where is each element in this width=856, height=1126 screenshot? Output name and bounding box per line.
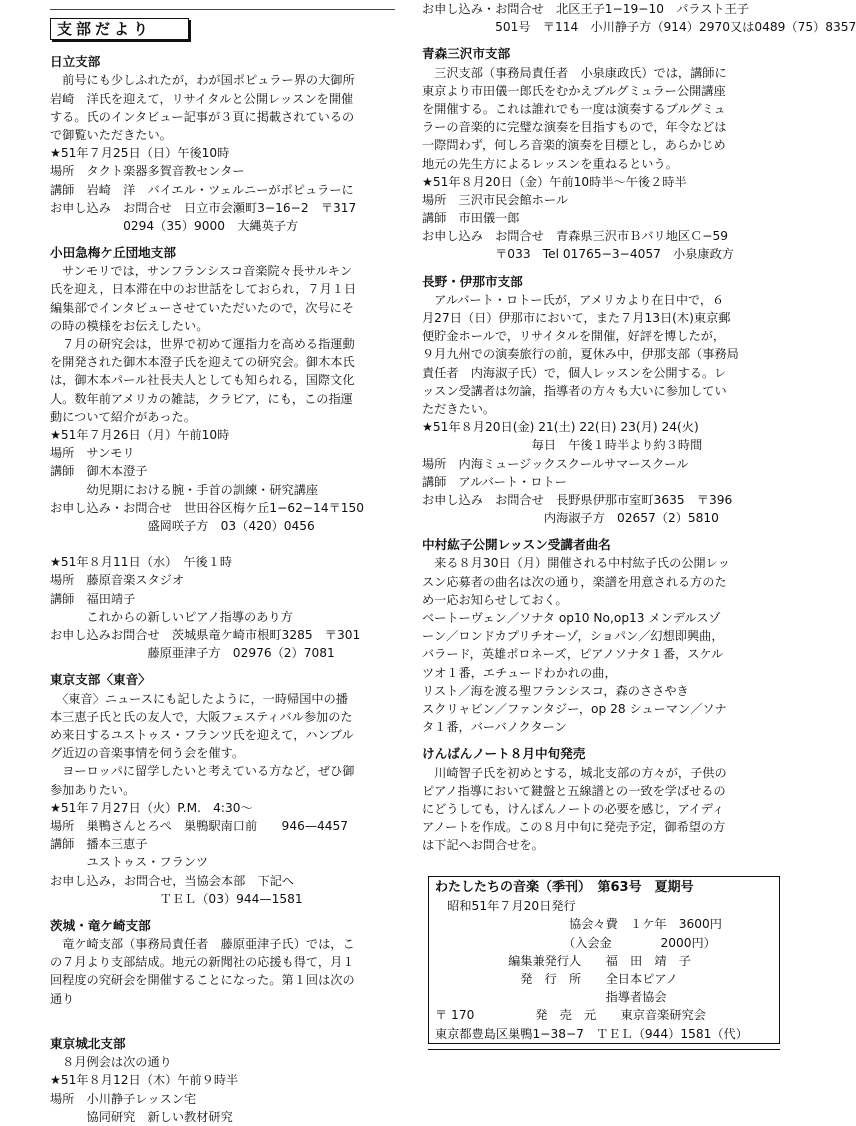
article-line: の７月より支部結成。地元の新聞社の応援も得て，月１ bbox=[50, 955, 355, 970]
article-line: は下記へお問合せを。 bbox=[422, 838, 544, 853]
section-gap bbox=[50, 1026, 398, 1032]
article-line: 場所 巣鴨さんとろぺ 巣鴨駅南口前 946—4457 bbox=[50, 818, 349, 833]
article-line: ★51年８月20日（金）午前10時半〜午後２時半 bbox=[422, 174, 687, 189]
article-line: 責任者 内海淑子氏）で，個人レッスンを公開する。レ bbox=[422, 365, 727, 380]
article-line: ★51年７月26日（月）午前10時 bbox=[50, 427, 230, 442]
article-line: ★51年８月12日（木）午前９時半 bbox=[50, 1073, 239, 1088]
article-line: 場所 三沢市民会館ホール bbox=[422, 192, 569, 207]
right-articles bbox=[422, 0, 856, 855]
section-gap bbox=[422, 527, 780, 533]
article-line: タ１番，バーバノクターン bbox=[422, 720, 567, 735]
colophon-line: 東京都豊島区巣鴨1−38−7 ＴＥＬ（944）1581（代） bbox=[435, 1026, 748, 1041]
article-line: お申し込み・お問合せ 世田谷区梅ケ丘1−62−14〒150 bbox=[50, 500, 365, 515]
article-heading: 東京支部〈東音〉 bbox=[50, 672, 151, 688]
article-heading: 茨城・竜ケ崎支部 bbox=[50, 917, 151, 933]
article-line: スン応募者の曲名は次の通り，楽譜を用意される方のた bbox=[422, 574, 727, 589]
article-line: 竜ケ崎支部（事務局責任者 藤原亜津子氏）では，こ bbox=[50, 937, 355, 952]
article-line: お申し込み・お問合せ 北区王子1−19−10 パラスト王子 bbox=[422, 2, 749, 16]
article-line: ユストゥス・フランツ bbox=[50, 855, 209, 870]
article-line: 内海淑子方 02657（2）5810 bbox=[422, 511, 719, 526]
section-title: 支部だより bbox=[50, 18, 189, 40]
article-line: 来る８月30日（月）開催される中村紘子氏の公開レッ bbox=[422, 556, 730, 571]
article-line: 三沢支部（事務局責任者 小泉康政氏）では，講師に bbox=[422, 65, 727, 80]
article-line: ピアノ指導において鍵盤と五線譜との一致を学ばせるの bbox=[422, 783, 726, 798]
article-line: 場所 小川静子レッスン宅 bbox=[50, 1091, 197, 1106]
article-line: サンモリでは，サンフランシスコ音楽院々長サルキン bbox=[50, 264, 353, 279]
article-line: グ近辺の音楽事情を伺う会を催す。 bbox=[50, 746, 245, 761]
article-line: め一応お知らせしておく。 bbox=[422, 592, 568, 607]
colophon-box bbox=[428, 876, 780, 1044]
article-line: 幼児期における腕・手首の訓練・研究講座 bbox=[50, 482, 319, 497]
article-line: 講師 岩崎 洋 バイエル・ツェルニーがポピュラーに bbox=[50, 182, 354, 197]
article-line: 川崎智子氏を初めとする，城北支部の方々が，子供の bbox=[422, 765, 727, 780]
article-line bbox=[50, 535, 398, 553]
article-line: ＴＥＬ（03）944—1581 bbox=[50, 891, 303, 906]
article-line: スクリャビン／ファンタジー，op 28 シューマン／ソナ bbox=[422, 701, 727, 716]
article-line: バラード，英雄ポロネーズ，ピアノソナタ１番，スケル bbox=[422, 647, 724, 662]
article-line: の時の模様をお伝えしたい。 bbox=[50, 318, 209, 333]
article-line: 地元の先生方によるレッスンを重ねるという。 bbox=[422, 156, 678, 171]
article-line: 便貯金ホールで，リサイタルを開催，好評を博したが， bbox=[422, 329, 726, 344]
article-line: ★51年７月27日（火）P.M. 4:30〜 bbox=[50, 800, 253, 815]
article-line: 講師 市田儀一郎 bbox=[422, 211, 520, 226]
article-line: ７月の研究会は，世界で初めて運指力を高める指運動 bbox=[50, 337, 355, 352]
article-line: 0294（35）9000 大縄英子方 bbox=[50, 218, 299, 233]
article-line: 501号 〒114 小川静子方（914）2970又は0489（75）8357 bbox=[422, 20, 856, 35]
article-line: ーン／ロンドカプリチオーゾ，ショパン／幻想即興曲， bbox=[422, 629, 724, 644]
article-line: 本三恵子氏と氏の友人で，大阪フェスティバル参加のた bbox=[50, 709, 353, 724]
article-line: ッスン受講者は勿論，指導者の方々も大いに参加してい bbox=[422, 383, 727, 398]
article-line: を開発された御木本澄子氏を迎えての研究会。御木本氏 bbox=[50, 355, 355, 370]
article-line: 編集部でインタビューさせていただいたので，次号にそ bbox=[50, 300, 354, 315]
article-line: リスト／海を渡る聖フランシスコ，森のささやき bbox=[422, 683, 689, 698]
section-gap bbox=[422, 36, 780, 42]
article-line: お申し込み お問合せ 長野県伊那市室町3635 〒396 bbox=[422, 492, 733, 507]
article-line: は，御木本パール社長夫人としても知られる，国際文化 bbox=[50, 373, 355, 388]
article-line: 〒033 Tel 01765−3−4057 小泉康政方 bbox=[422, 247, 734, 262]
article-line: これからの新しいピアノ指導のあり方 bbox=[50, 609, 293, 624]
right-column bbox=[422, 0, 856, 855]
article-line: 氏を迎え，日本滞在中のお世話をしておられ，７月１日 bbox=[50, 282, 357, 297]
article-heading: 日立支部 bbox=[50, 54, 101, 70]
article-line: 協同研究 新しい教材研究 bbox=[50, 1109, 233, 1124]
article-line: 東京より市田儀一郎氏をむかえブルグミュラー公開講座 bbox=[422, 83, 726, 98]
article-line: を開催する。これは誰れでも一度は演奏するブルグミュ bbox=[422, 101, 726, 116]
colophon-line: 編集兼発行人 福 田 靖 子 bbox=[435, 953, 691, 968]
article-line: 参加ありたい。 bbox=[50, 782, 136, 797]
article-line: 一際問わず，何しろ音楽的演奏を目標とし，あらかじめ bbox=[422, 138, 726, 153]
article-line: 通り bbox=[50, 991, 75, 1006]
article-line: 場所 サンモリ bbox=[50, 446, 135, 461]
article-line: ただきたい。 bbox=[422, 401, 496, 416]
article-line: ８月例会は次の通り bbox=[50, 1055, 172, 1070]
article-line: ９月九州での演奏旅行の前，夏休み中，伊那支部（事務局 bbox=[422, 347, 739, 362]
article-line bbox=[50, 1008, 398, 1026]
article-line: ヨーロッパに留学したいと考えている方など，ぜひ御 bbox=[50, 764, 355, 779]
article-line: する。氏のインタビュー記事が３頁に掲載されているの bbox=[50, 109, 355, 124]
bottom-rule bbox=[428, 1049, 780, 1050]
article-line: ★51年７月25日（日）午後10時 bbox=[50, 146, 230, 161]
article-heading: けんばんノート８月中旬発売 bbox=[422, 746, 586, 762]
section-gap bbox=[50, 908, 398, 914]
article-line: アルバート・ロトー氏が，アメリカより在日中で，６ bbox=[422, 292, 725, 307]
left-articles bbox=[50, 53, 398, 1126]
section-gap bbox=[422, 264, 780, 270]
article-line: ベートーヴェン／ソナタ op10 No,op13 メンデルスゾ bbox=[422, 611, 721, 626]
article-line: お申し込み お問合せ 青森県三沢市Ｂバリ地区Ｃ−59 bbox=[422, 229, 729, 244]
article-line: ラーの音楽的に完璧な演奏を目指すもので，年令などは bbox=[422, 120, 727, 135]
article-line: 講師 播本三恵子 bbox=[50, 837, 148, 852]
article-line: 前号にも少しふれたが，わが国ポピュラー界の大御所 bbox=[50, 73, 355, 88]
article-line: 毎日 午後１時半より約３時間 bbox=[422, 438, 703, 453]
article-line: 動について紹介があった。 bbox=[50, 409, 196, 424]
article-line: 人。数年前アメリカの雑誌，クラビア，にも，この指運 bbox=[50, 391, 353, 406]
article-line: 月27日（日）伊那市において，また７月13日(木)東京郵 bbox=[422, 311, 731, 326]
article-line: 藤原亜津子方 02976（2）7081 bbox=[50, 646, 335, 661]
article-line: 場所 内海ミュージックスクールサマースクール bbox=[422, 456, 689, 471]
section-gap bbox=[422, 736, 780, 742]
article-line: アノートを作成。この８月中旬に発売予定，御希望の方 bbox=[422, 820, 726, 835]
colophon-lines bbox=[435, 897, 773, 1043]
colophon-line: 発 行 所 全日本ピアノ bbox=[435, 972, 678, 987]
colophon-line: 昭和51年７月20日発行 bbox=[435, 899, 576, 914]
colophon-line: 〒 170 発 売 元 東京音楽研究会 bbox=[435, 1008, 706, 1023]
article-line: 講師 福田靖子 bbox=[50, 591, 136, 606]
left-column bbox=[50, 0, 398, 1126]
article-line: 場所 藤原音楽スタジオ bbox=[50, 573, 185, 588]
article-line: め来日するユストゥス・フランツ氏を迎えて，ハンブル bbox=[50, 728, 354, 742]
article-heading: 東京城北支部 bbox=[50, 1036, 126, 1052]
colophon-line: 協会々費 １ケ年 3600円 bbox=[435, 917, 722, 932]
article-line: 回程度の究研会を開催することになった。第１回は次の bbox=[50, 973, 355, 988]
article-line: にどうしても，けんばんノートの必要を感じ，アイディ bbox=[422, 801, 725, 816]
article-line: お申し込み お問合せ 日立市会瀬町3−16−2 〒317 bbox=[50, 200, 357, 215]
colophon-line: （入会金 2000円） bbox=[435, 935, 716, 950]
article-heading: 中村紘子公開レッスン受講者曲名 bbox=[422, 537, 611, 553]
article-line: 盛岡咲子方 03（420）0456 bbox=[50, 518, 315, 533]
article-line: ★51年８月20日(金) 21(土) 22(日) 23(月) 24(火) bbox=[422, 420, 699, 435]
article-line: 場所 タクト楽器多賀音教センター bbox=[50, 164, 245, 179]
article-heading: 青森三沢市支部 bbox=[422, 46, 511, 62]
colophon-line: 指導者協会 bbox=[435, 990, 667, 1005]
article-heading: 小田急梅ケ丘団地支部 bbox=[50, 245, 176, 261]
article-line: お申し込みお問合せ 茨城県竜ケ崎市根町3285 〒301 bbox=[50, 628, 361, 643]
article-heading: 長野・伊那市支部 bbox=[422, 273, 523, 289]
article-line: 講師 御木本澄子 bbox=[50, 464, 148, 479]
article-line: 岩崎 洋氏を迎えて，リサイタルと公開レッスンを開催 bbox=[50, 91, 354, 106]
section-gap bbox=[50, 235, 398, 241]
colophon-title: わたしたちの音楽（季刊） 第63号 夏期号 bbox=[435, 880, 694, 895]
article-line: ツオ１番，エチュードわかれの曲， bbox=[422, 665, 617, 680]
section-gap bbox=[50, 662, 398, 668]
article-line: で御覧いただきたい。 bbox=[50, 127, 172, 142]
article-line: 講師 アルバート・ロトー bbox=[422, 474, 567, 489]
article-line: ★51年８月11日（水） 午後１時 bbox=[50, 555, 233, 570]
article-line: お申し込み，お問合せ，当協会本部 下記へ bbox=[50, 873, 295, 888]
article-line: 〈東音〉ニュースにも記したように，一時帰国中の播 bbox=[50, 691, 348, 706]
